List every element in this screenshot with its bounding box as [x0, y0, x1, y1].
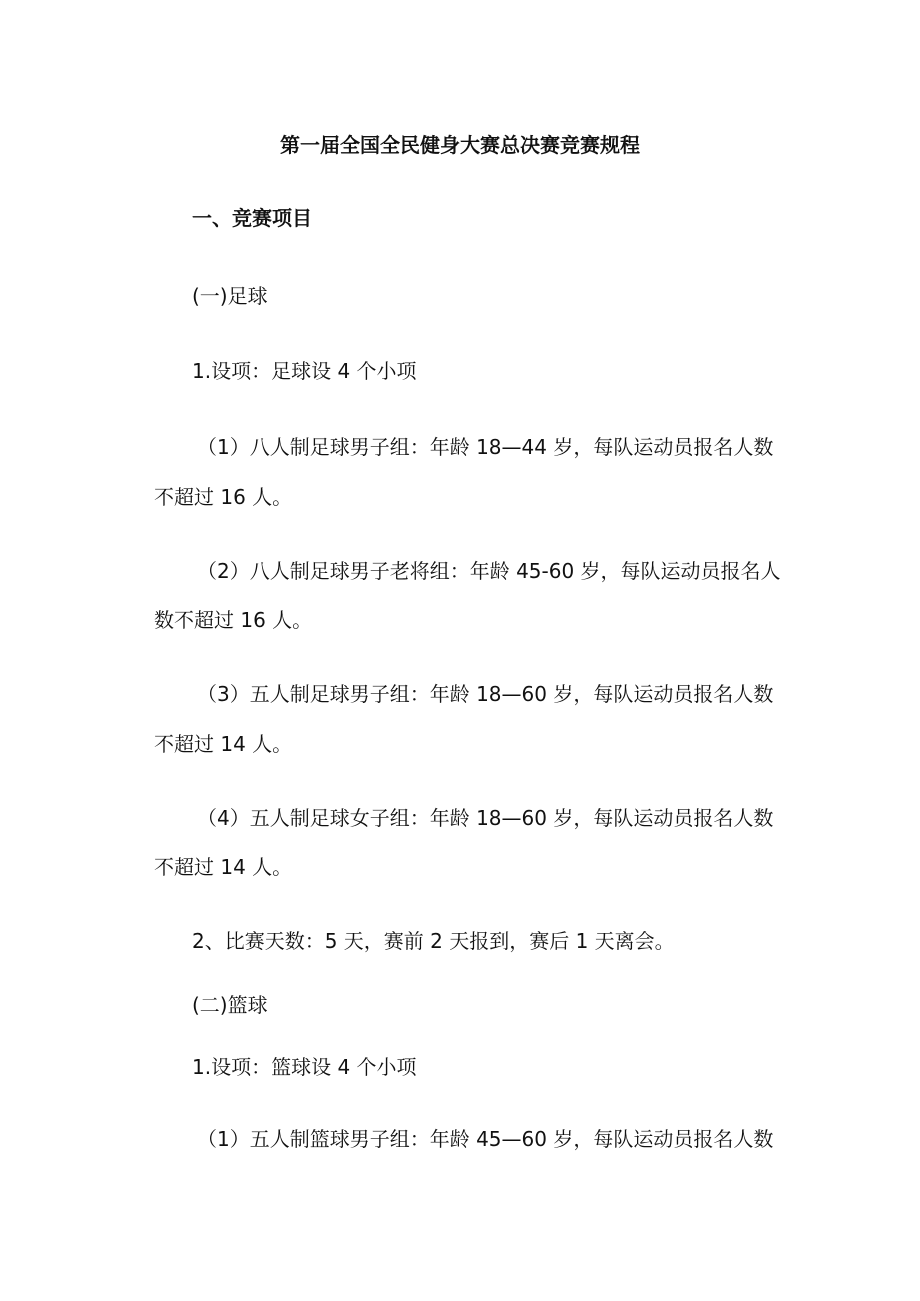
football-item-4-line-1: （4）五人制足球女子组：年龄 18—60 岁，每队运动员报名人数 — [197, 806, 774, 830]
document-title: 第一届全国全民健身大赛总决赛竞赛规程 — [280, 133, 640, 157]
basketball-setup: 1.设项：篮球设 4 个小项 — [192, 1055, 417, 1079]
football-match-days: 2、比赛天数：5 天，赛前 2 天报到，赛后 1 天离会。 — [192, 929, 675, 953]
football-item-3-line-2: 不超过 14 人。 — [154, 732, 293, 756]
basketball-item-1-line-1: （1）五人制篮球男子组：年龄 45—60 岁，每队运动员报名人数 — [197, 1127, 774, 1151]
football-item-3-line-1: （3）五人制足球男子组：年龄 18—60 岁，每队运动员报名人数 — [197, 682, 774, 706]
football-heading: (一)足球 — [192, 284, 268, 308]
basketball-heading: (二)篮球 — [192, 993, 268, 1017]
football-item-2-line-1: （2）八人制足球男子老将组：年龄 45-60 岁，每队运动员报名人 — [197, 559, 781, 583]
football-setup: 1.设项：足球设 4 个小项 — [192, 359, 417, 383]
football-item-4-line-2: 不超过 14 人。 — [154, 855, 293, 879]
section-heading-events: 一、竞赛项目 — [192, 206, 312, 230]
football-item-2-line-2: 数不超过 16 人。 — [154, 608, 313, 632]
football-item-1-line-2: 不超过 16 人。 — [154, 485, 293, 509]
football-item-1-line-1: （1）八人制足球男子组：年龄 18—44 岁，每队运动员报名人数 — [197, 435, 774, 459]
